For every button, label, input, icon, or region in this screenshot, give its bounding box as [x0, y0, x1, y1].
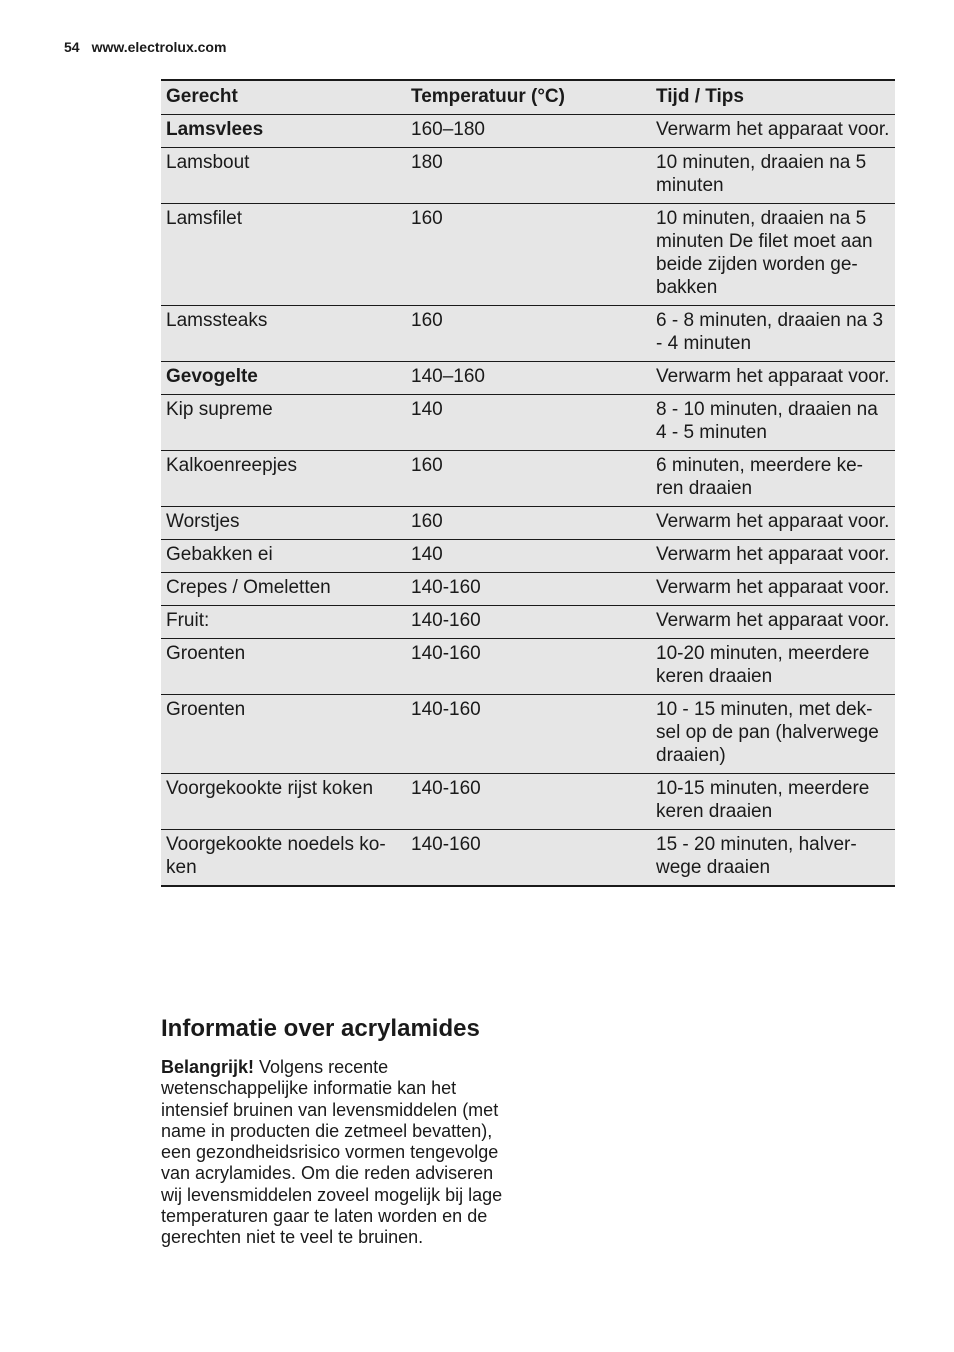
temperature-cell: 160 [406, 306, 651, 362]
dish-cell: Groenten [161, 639, 406, 695]
dish-cell: Lamssteaks [161, 306, 406, 362]
dish-cell: Worstjes [161, 507, 406, 540]
table-row [161, 695, 895, 774]
website-link[interactable]: www.electrolux.com [91, 39, 227, 55]
table-row [161, 362, 895, 395]
dish-cell: Lamsbout [161, 148, 406, 204]
tips-cell: 6 minuten, meerdere ke-ren draaien [651, 451, 895, 507]
table-row [161, 507, 895, 540]
tips-cell: 10 - 15 minuten, met dek-sel op de pan (halverwege draaien) [651, 695, 895, 774]
table-row [161, 306, 895, 362]
tips-cell: Verwarm het apparaat voor. [651, 606, 895, 639]
temperature-cell: 140-160 [406, 639, 651, 695]
tips-cell: 10-15 minuten, meerdere keren draaien [651, 774, 895, 830]
temperature-cell: 160 [406, 507, 651, 540]
dish-cell: Gevogelte [161, 362, 406, 395]
table-row [161, 606, 895, 639]
important-label: Belangrijk! [161, 1057, 255, 1077]
tips-cell: Verwarm het apparaat voor. [651, 115, 895, 148]
dish-cell: Kip supreme [161, 395, 406, 451]
temperature-cell: 160 [406, 451, 651, 507]
table-row [161, 204, 895, 306]
tips-cell: 10 minuten, draaien na 5 minuten [651, 148, 895, 204]
dish-cell: Voorgekookte noedels ko-ken [161, 830, 406, 887]
table-header-row [161, 80, 895, 115]
table-row [161, 830, 895, 887]
tips-cell: 15 - 20 minuten, halver-wege draaien [651, 830, 895, 887]
temperature-cell: 140-160 [406, 573, 651, 606]
dish-cell: Groenten [161, 695, 406, 774]
dish-cell: Fruit: [161, 606, 406, 639]
tips-cell: 8 - 10 minuten, draaien na 4 - 5 minuten [651, 395, 895, 451]
section-title: Informatie over acrylamides [161, 1015, 480, 1042]
page-header [64, 39, 226, 55]
tips-cell: 10 minuten, draaien na 5 minuten De filet moet aan beide zijden worden ge-bakken [651, 204, 895, 306]
dish-cell: Crepes / Omeletten [161, 573, 406, 606]
tips-cell: 6 - 8 minuten, draaien na 3 - 4 minuten [651, 306, 895, 362]
temperature-cell: 140 [406, 540, 651, 573]
table-row [161, 639, 895, 695]
table-row [161, 573, 895, 606]
table-row [161, 451, 895, 507]
column-header-temperature: Temperatuur (°C) [406, 80, 651, 115]
table-row [161, 115, 895, 148]
table-row [161, 540, 895, 573]
temperature-cell: 140-160 [406, 830, 651, 887]
dish-cell: Gebakken ei [161, 540, 406, 573]
table-body [161, 115, 895, 887]
temperature-cell: 140 [406, 395, 651, 451]
acrylamide-info-text [161, 1057, 506, 1249]
temperature-cell: 140–160 [406, 362, 651, 395]
tips-cell: Verwarm het apparaat voor. [651, 507, 895, 540]
cooking-table [161, 79, 895, 887]
temperature-cell: 140-160 [406, 774, 651, 830]
dish-cell: Lamsvlees [161, 115, 406, 148]
table-row [161, 148, 895, 204]
temperature-cell: 160 [406, 204, 651, 306]
temperature-cell: 140-160 [406, 606, 651, 639]
temperature-cell: 140-160 [406, 695, 651, 774]
tips-cell: Verwarm het apparaat voor. [651, 362, 895, 395]
dish-cell: Lamsfilet [161, 204, 406, 306]
column-header-dish: Gerecht [161, 80, 406, 115]
column-header-tips: Tijd / Tips [651, 80, 895, 115]
temperature-cell: 160–180 [406, 115, 651, 148]
dish-cell: Voorgekookte rijst koken [161, 774, 406, 830]
tips-cell: 10-20 minuten, meerdere keren draaien [651, 639, 895, 695]
tips-cell: Verwarm het apparaat voor. [651, 573, 895, 606]
info-body: Volgens recente wetenschappelijke informatie kan het intensief bruinen van levensmiddelen (met name in producten die zetmeel bevatten), een gezondheidsrisico vormen tengevolge van acrylamides. Om die reden adviseren wij levensmiddelen zoveel mogelijk bij lage temperaturen gaar te laten worden en de gerechten niet te veel te bruinen. [161, 1057, 503, 1248]
table-row [161, 395, 895, 451]
page-number: 54 [64, 39, 80, 55]
temperature-cell: 180 [406, 148, 651, 204]
table-row [161, 774, 895, 830]
dish-cell: Kalkoenreepjes [161, 451, 406, 507]
tips-cell: Verwarm het apparaat voor. [651, 540, 895, 573]
